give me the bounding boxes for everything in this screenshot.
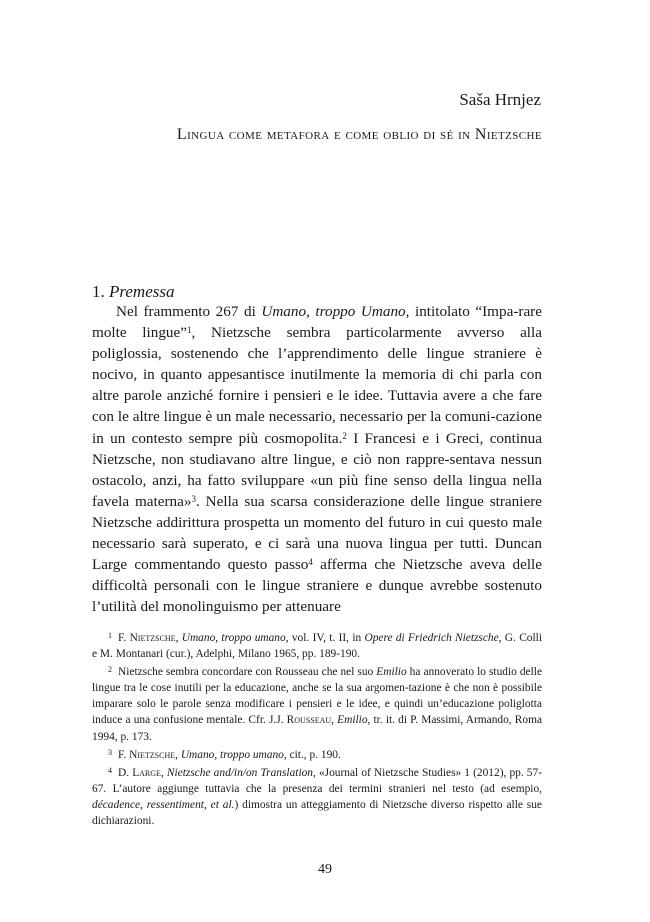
- article-title: Lingua come metafora e come oblio di sé in Nietzsche: [176, 126, 542, 143]
- footnote-number: 3: [108, 747, 112, 757]
- footnote-2: [92, 662, 542, 744]
- footnote-work-title: Umano, troppo umano: [181, 632, 286, 644]
- section-title: Premessa: [109, 282, 175, 301]
- footnote-work-title: Emilio: [376, 666, 407, 679]
- footnote-4: [92, 763, 542, 829]
- footnote-text: , tr. it. di P. Massimi, Armando, Roma 1994, p. 173.: [92, 714, 542, 743]
- footnote-text: Nietzsche sembra concordare con Rousseau che nel suo: [118, 666, 377, 679]
- running-author: Saša Hrnjez: [459, 90, 541, 109]
- body-text-run: I Francesi e i Greci, continua Nietzsche, non studiavano altre lingue, e ciò non rappre-sentava nessun ostacolo, anzi, ha fatto sviluppare «un più fine senso della lingua nella favela materna»: [92, 429, 542, 510]
- footnote-ref-4: 4: [308, 557, 313, 568]
- footnote-text: ,: [175, 748, 181, 761]
- footnote-series-title: Opere di Friedrich Nietzsche: [364, 632, 499, 644]
- section-number: 1.: [92, 282, 105, 301]
- body-text-run: , intitolato “Impa-rare molte lingue”: [92, 303, 542, 342]
- footnote-text: ,: [160, 766, 167, 779]
- body-text-run: . Nella sua scarsa considerazione delle lingue straniere Nietzsche addirittura prospetta un momento del futuro in cui questo male necessario sarà superato, e ci sarà una nuova lingua per tutti. Duncan Large commentando questo passo: [92, 492, 542, 574]
- footnote-terms-italic: décadence, ressentiment, et al.: [92, 798, 235, 811]
- footnote-author: F. Nietzsche: [118, 748, 176, 761]
- footnote-work-title: Nietzsche and/in/on Translation: [166, 766, 314, 779]
- footnote-number: 1: [108, 631, 112, 640]
- footnote-text: , G. Colli e M. Montanari (cur.), Adelphi, Milano 1965, pp. 189-190.: [92, 632, 542, 661]
- footnote-text: ,: [175, 632, 182, 644]
- footnote-text: ,: [331, 714, 338, 727]
- footnote-text: , cit., p. 190.: [283, 748, 341, 761]
- footnote-ref-2: 2: [342, 430, 347, 441]
- footnote-author: F. Nietzsche: [118, 632, 176, 644]
- footnote-text: ) dimostra un atteggiamento di Nietzsche diverso rispetto alle sue dichiarazioni.: [92, 798, 542, 828]
- footnote-text: , «Journal of Nietzsche Studies» 1 (2012), pp. 57-67. L’autore aggiunge tuttavia che la presenza dei termini stranieri nel testo (ad esempio,: [92, 766, 542, 795]
- footnote-text: , vol. IV, t. II, in: [285, 632, 365, 644]
- footnote-author: Rousseau: [286, 714, 332, 727]
- page-number: 49: [318, 862, 332, 877]
- footnote-text: ha annoverato lo studio delle lingue tra le cose inutili per la educazione, anche se la sua argomen-tazione è che non è possibile imparare solo le parole senza modificare i pensieri e le idee, e quindi un’educazione poliglotta induce a una confusione mentale. Cfr. J.J.: [92, 666, 542, 727]
- body-text: [92, 301, 542, 617]
- body-text-run: afferma che Nietzsche aveva delle difficoltà personali con le lingue straniere e dunque avrebbe sostenuto l’utilità del monolinguismo per attenuare: [92, 556, 543, 616]
- body-text-run: Nel frammento 267 di: [116, 303, 262, 320]
- footnote-work-title: Emilio: [337, 714, 368, 727]
- footnote-ref-1: 1: [187, 325, 192, 336]
- section-heading: [92, 282, 174, 302]
- footnote-number: 2: [108, 665, 112, 675]
- footnote-3: [92, 745, 542, 763]
- footnote-author: D. Large: [118, 766, 161, 779]
- work-title-italic: Umano, troppo Umano: [261, 303, 406, 320]
- footnote-work-title: Umano, troppo umano: [180, 748, 284, 761]
- body-paragraph: [92, 301, 542, 617]
- footnote-ref-3: 3: [191, 493, 196, 504]
- footnote-1: [92, 628, 542, 662]
- footnote-number: 4: [108, 765, 112, 775]
- footnotes: [92, 628, 542, 829]
- body-text-run: , Nietzsche sembra particolarmente avverso alla poliglossia, sostenendo che l’apprendimento delle lingue straniere è nocivo, in quanto appesantisce inutilmente la memoria di chi parla con altre parole anziché fornire i pensieri e le idee. Tuttavia avere a che fare con le altre lingue è un male necessario, necessario per la comuni-cazione in un contesto sempre più cosmopolita.: [92, 324, 542, 447]
